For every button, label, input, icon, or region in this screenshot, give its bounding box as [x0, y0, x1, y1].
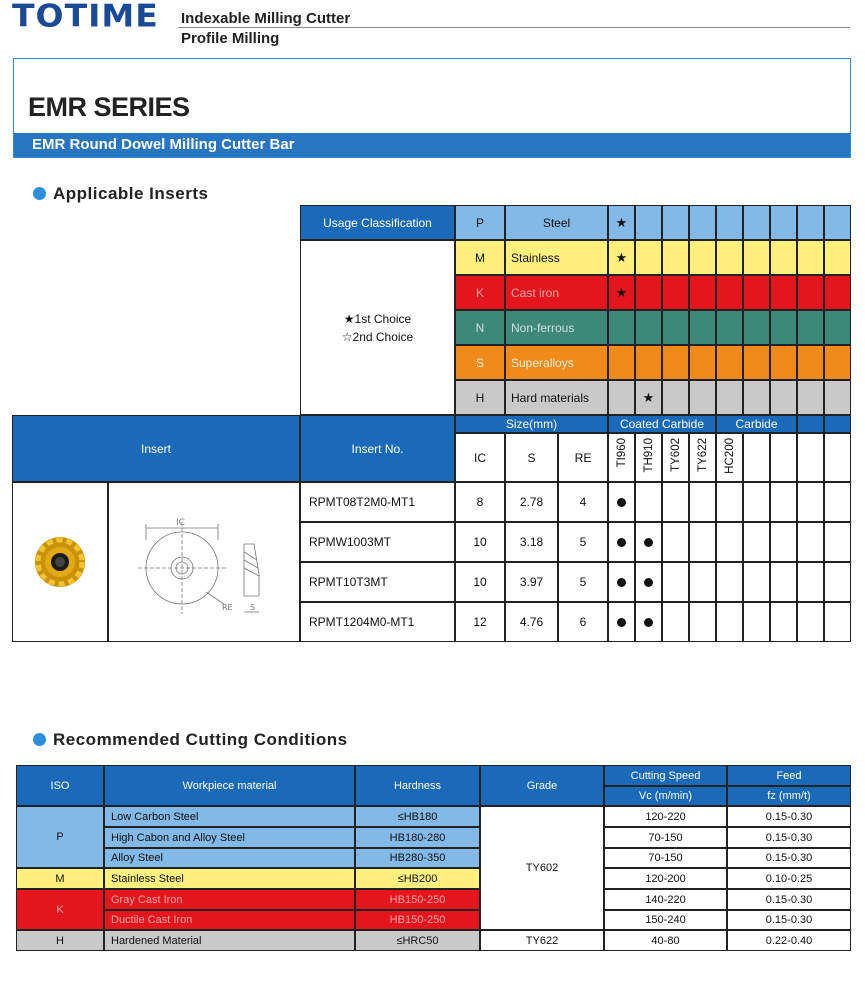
iso-group-k: K [16, 889, 104, 930]
hardness-value: ≤HRC50 [355, 930, 480, 951]
grade-cell [608, 602, 635, 642]
iso-header: ISO [16, 765, 104, 806]
feed-value: 0.15-0.30 [727, 910, 851, 930]
grade-cell [743, 205, 770, 240]
feed-value: 0.15-0.30 [727, 806, 851, 827]
iso-code-s: S [455, 345, 505, 380]
grade-cell [824, 482, 851, 522]
grade-cell [635, 310, 662, 345]
s-dimension-label: S [250, 603, 256, 612]
grade-cell [635, 345, 662, 380]
grade-cell [770, 275, 797, 310]
material-p: Steel [505, 205, 608, 240]
grade-cell [770, 240, 797, 275]
feed-value: 0.10-0.25 [727, 868, 851, 889]
grade-cell [797, 562, 824, 602]
hardness-value: HB180-280 [355, 827, 480, 848]
grade-ty622: TY622 [696, 438, 709, 472]
cutting-speed-value: 70-150 [604, 827, 727, 848]
feed-value: 0.15-0.30 [727, 848, 851, 868]
hardness-value: ≤HB180 [355, 806, 480, 827]
grade-cell [797, 345, 824, 380]
grade-cell [824, 602, 851, 642]
grade-ty602: TY602 [669, 438, 682, 472]
series-subtitle: EMR Round Dowel Milling Cutter Bar [14, 133, 850, 157]
star-icon: ★ [642, 389, 655, 405]
grade-cell [608, 345, 635, 380]
insert-photo [12, 482, 108, 642]
recommended-dot-icon [617, 538, 626, 547]
grade-col-header [716, 433, 743, 482]
grade-cell [743, 310, 770, 345]
cutting-speed-value: 120-220 [604, 806, 727, 827]
size-ic: 10 [455, 562, 505, 602]
grade-cell [662, 562, 689, 602]
grade-cell [662, 240, 689, 275]
cutting-speed-value: 150-240 [604, 910, 727, 930]
size-re: 5 [558, 522, 608, 562]
grade-cell [716, 522, 743, 562]
star-icon: ★ [615, 214, 628, 230]
header-category: Indexable Milling Cutter [181, 10, 351, 27]
size-ic: 8 [455, 482, 505, 522]
grade-cell [716, 310, 743, 345]
iso-group-h: H [16, 930, 104, 951]
choice-legend [300, 240, 455, 415]
grade-hc200: HC200 [723, 438, 736, 474]
grade-cell [662, 522, 689, 562]
workpiece-material: High Cabon and Alloy Steel [104, 827, 355, 848]
feed-value: 0.15-0.30 [727, 889, 851, 910]
grade-cell [797, 310, 824, 345]
recommended-dot-icon [644, 578, 653, 587]
insert-header: Insert [12, 415, 300, 482]
re-dimension-label: RE [222, 603, 233, 612]
cutting-speed-value: 70-150 [604, 848, 727, 868]
grade-cell [824, 240, 851, 275]
grade-cell [716, 482, 743, 522]
grade-cell [635, 275, 662, 310]
grade-ty622: TY622 [480, 930, 604, 951]
grade-header: Grade [480, 765, 604, 806]
hardness-header: Hardness [355, 765, 480, 806]
grade-cell [797, 240, 824, 275]
size-s: 3.97 [505, 562, 558, 602]
grade-cell [689, 345, 716, 380]
grade-cell [608, 562, 635, 602]
workpiece-header: Workpiece material [104, 765, 355, 806]
recommended-dot-icon [617, 498, 626, 507]
insert-no: RPMT08T2M0-MT1 [300, 482, 455, 522]
grade-cell [608, 522, 635, 562]
grade-cell [797, 275, 824, 310]
grade-cell [743, 345, 770, 380]
grade-col-header [770, 433, 797, 482]
grade-cell [824, 345, 851, 380]
grade-col-header [797, 433, 824, 482]
insert-no: RPMT10T3MT [300, 562, 455, 602]
grade-col-header [743, 433, 770, 482]
grade-cell [824, 275, 851, 310]
grade-cell [824, 380, 851, 415]
grade-cell [689, 275, 716, 310]
grade-cell [716, 275, 743, 310]
grade-cell [716, 240, 743, 275]
hardness-value: HB150-250 [355, 889, 480, 910]
grade-cell [608, 482, 635, 522]
bullet-icon [33, 733, 46, 746]
carbide-header: Carbide [716, 415, 797, 433]
grade-cell [662, 380, 689, 415]
coated-carbide-header: Coated Carbide [608, 415, 716, 433]
iso-code-m: M [455, 240, 505, 275]
cutting-speed-value: 120-200 [604, 868, 727, 889]
hardness-value: ≤HB200 [355, 868, 480, 889]
series-title: EMR SERIES [28, 92, 190, 122]
grade-cell [689, 380, 716, 415]
grade-cell [716, 205, 743, 240]
grade-cell [689, 562, 716, 602]
iso-code-p: P [455, 205, 505, 240]
workpiece-material: Gray Cast Iron [104, 889, 355, 910]
grade-cell [635, 602, 662, 642]
grade-cell [824, 310, 851, 345]
material-m: Stainless [505, 240, 608, 275]
grade-cell [743, 602, 770, 642]
grade-cell [608, 310, 635, 345]
grade-cell [743, 240, 770, 275]
grade-cell [770, 522, 797, 562]
grade-col-header [824, 433, 851, 482]
insert-no: RPMW1003MT [300, 522, 455, 562]
material-s: Superalloys [505, 345, 608, 380]
grade-cell [635, 205, 662, 240]
cutting-speed-value: 40-80 [604, 930, 727, 951]
feed-header: Feed [727, 765, 851, 786]
grade-cell [689, 522, 716, 562]
blank-header [824, 415, 851, 433]
grade-cell [770, 602, 797, 642]
grade-col-header [689, 433, 716, 482]
grade-cell [824, 562, 851, 602]
insert-drawing [108, 482, 300, 642]
grade-cell [635, 562, 662, 602]
grade-cell [662, 205, 689, 240]
grade-cell [716, 562, 743, 602]
recommended-dot-icon [617, 618, 626, 627]
insert-no: RPMT1204M0-MT1 [300, 602, 455, 642]
grade-cell [716, 602, 743, 642]
size-re: 5 [558, 562, 608, 602]
size-s: 4.76 [505, 602, 558, 642]
grade-col-header [608, 433, 635, 482]
size-s: 3.18 [505, 522, 558, 562]
size-col-re: RE [558, 433, 608, 482]
grade-cell [824, 205, 851, 240]
grade-ty602: TY602 [480, 806, 604, 930]
grade-cell [635, 380, 662, 415]
hardness-value: HB150-250 [355, 910, 480, 930]
legend-second-choice: ☆2nd Choice [341, 329, 414, 344]
workpiece-material: Alloy Steel [104, 848, 355, 868]
grade-cell [689, 482, 716, 522]
recommended-dot-icon [644, 618, 653, 627]
grade-cell [770, 310, 797, 345]
feed-value: 0.22-0.40 [727, 930, 851, 951]
feed-unit: fz (mm/t) [727, 786, 851, 806]
grade-cell [743, 380, 770, 415]
grade-cell [608, 205, 635, 240]
grade-cell [743, 275, 770, 310]
usage-classification-label: Usage Classification [300, 205, 455, 240]
grade-cell [608, 380, 635, 415]
brand-logo: TOTIME [12, 0, 159, 35]
header-subcategory: Profile Milling [181, 30, 280, 47]
blank-header [797, 415, 824, 433]
grade-cell [770, 205, 797, 240]
size-re: 6 [558, 602, 608, 642]
grade-cell [689, 240, 716, 275]
grade-cell [716, 345, 743, 380]
grade-cell [716, 380, 743, 415]
recommended-dot-icon [644, 538, 653, 547]
grade-th910: TH910 [642, 438, 655, 473]
workpiece-material: Ductile Cast Iron [104, 910, 355, 930]
grade-cell [797, 380, 824, 415]
grade-cell [635, 240, 662, 275]
size-ic: 10 [455, 522, 505, 562]
workpiece-material: Hardened Material [104, 930, 355, 951]
grade-cell [743, 562, 770, 602]
cutting-speed-header: Cutting Speed [604, 765, 727, 786]
size-header: Size(mm) [455, 415, 608, 433]
insert-drawing-icon [114, 492, 294, 632]
material-k: Cast iron [505, 275, 608, 310]
iso-group-m: M [16, 868, 104, 889]
grade-col-header [635, 433, 662, 482]
grade-cell [797, 522, 824, 562]
size-ic: 12 [455, 602, 505, 642]
bullet-icon [33, 187, 46, 200]
iso-code-h: H [455, 380, 505, 415]
feed-value: 0.15-0.30 [727, 827, 851, 848]
grade-cell [797, 602, 824, 642]
grade-cell [770, 562, 797, 602]
grade-cell [770, 380, 797, 415]
grade-cell [770, 345, 797, 380]
grade-cell [770, 482, 797, 522]
grade-cell [689, 602, 716, 642]
grade-cell [635, 482, 662, 522]
iso-group-p: P [16, 806, 104, 868]
grade-cell [689, 205, 716, 240]
cutting-conditions-heading: Recommended Cutting Conditions [33, 730, 348, 750]
ic-dimension-label: IC [176, 518, 185, 528]
grade-cell [662, 482, 689, 522]
size-s: 2.78 [505, 482, 558, 522]
iso-code-n: N [455, 310, 505, 345]
grade-cell [608, 275, 635, 310]
grade-cell [608, 240, 635, 275]
grade-cell [797, 482, 824, 522]
recommended-dot-icon [617, 578, 626, 587]
grade-cell [662, 310, 689, 345]
size-col-ic: IC [455, 433, 505, 482]
grade-cell [743, 522, 770, 562]
material-n: Non-ferrous [505, 310, 608, 345]
cutting-speed-unit: Vc (m/min) [604, 786, 727, 806]
size-col-s: S [505, 433, 558, 482]
grade-cell [662, 602, 689, 642]
grade-ti960: TI960 [615, 438, 628, 468]
hardness-value: HB280-350 [355, 848, 480, 868]
size-re: 4 [558, 482, 608, 522]
star-icon: ★ [615, 284, 628, 300]
insert-no-header: Insert No. [300, 415, 455, 482]
grade-cell [635, 522, 662, 562]
workpiece-material: Low Carbon Steel [104, 806, 355, 827]
grade-cell [662, 345, 689, 380]
cutting-speed-value: 140-220 [604, 889, 727, 910]
legend-first-choice: ★1st Choice [343, 311, 412, 326]
workpiece-material: Stainless Steel [104, 868, 355, 889]
grade-col-header [662, 433, 689, 482]
grade-cell [824, 522, 851, 562]
applicable-inserts-heading: Applicable Inserts [33, 184, 208, 204]
grade-cell [689, 310, 716, 345]
material-h: Hard materials [505, 380, 608, 415]
grade-cell [662, 275, 689, 310]
grade-cell [743, 482, 770, 522]
insert-photo-icon [30, 532, 90, 592]
header-divider [178, 27, 850, 28]
star-icon: ★ [615, 249, 628, 265]
grade-cell [797, 205, 824, 240]
iso-code-k: K [455, 275, 505, 310]
